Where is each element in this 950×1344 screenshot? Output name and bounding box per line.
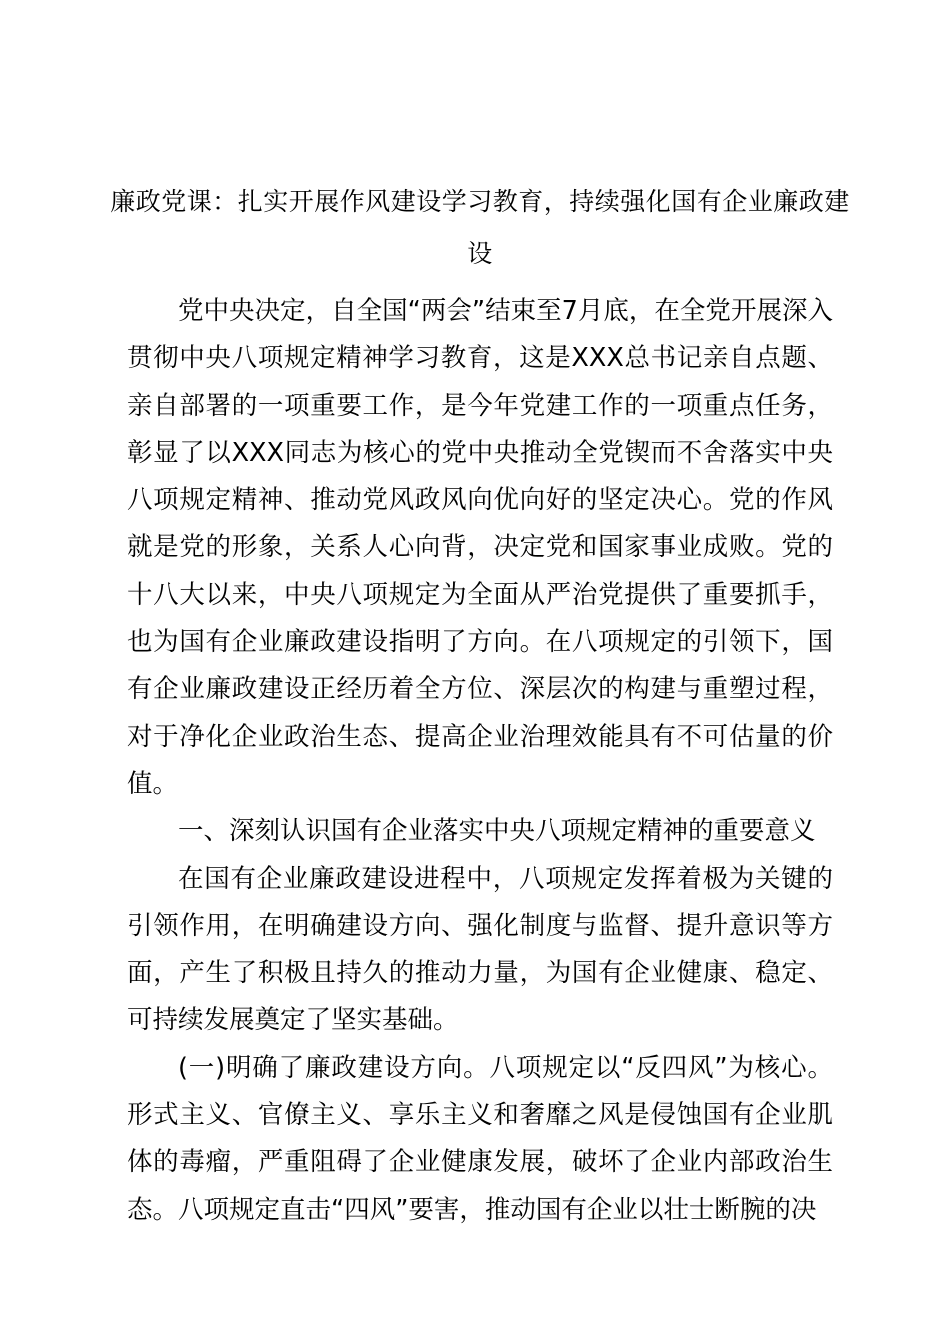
section-heading-1: 一、深刻认识国有企业落实中央八项规定精神的重要意义 <box>178 816 816 847</box>
document-body <box>127 288 833 1234</box>
paragraph-intro: 党中央决定，自全国“两会”结束至7月底，在全党开展深入贯彻中央八项规定精神学习教育，这是XXX总书记亲自点题、亲自部署的一项重要工作，是今年党建工作的一项重点任务，彰显了以XXX同志为核心的党中央推动全党锲而不舍落实中央八项规定精神、推动党风政风向优向好的坚定决心。党的作风就是党的形象，关系人心向背，决定党和国家事业成败。党的十八大以来，中央八项规定为全面从严治党提供了重要抓手，也为国有企业廉政建设指明了方向。在八项规定的引领下，国有企业廉政建设正经历着全方位、深层次的构建与重塑过程，对于净化企业政治生态、提高企业治理效能具有不可估量的价值。 <box>127 296 833 799</box>
document-title: 廉政党课：扎实开展作风建设学习教育，持续强化国有企业廉政建设 <box>110 187 850 268</box>
paragraph-subsection-1: (一)明确了廉政建设方向。八项规定以“反四风”为核心。形式主义、官僚主义、享乐主义和奢靡之风是侵蚀国有企业肌体的毒瘤，严重阻碍了企业健康发展，破坏了企业内部政治生态。八项规定直击“四风”要害，推动国有企业以壮士断腕的决 <box>127 1052 833 1225</box>
paragraph-section-1: 在国有企业廉政建设进程中，八项规定发挥着极为关键的引领作用，在明确建设方向、强化制度与监督、提升意识等方面，产生了积极且持久的推动力量，为国有企业健康、稳定、可持续发展奠定了坚实基础。 <box>127 863 833 1036</box>
